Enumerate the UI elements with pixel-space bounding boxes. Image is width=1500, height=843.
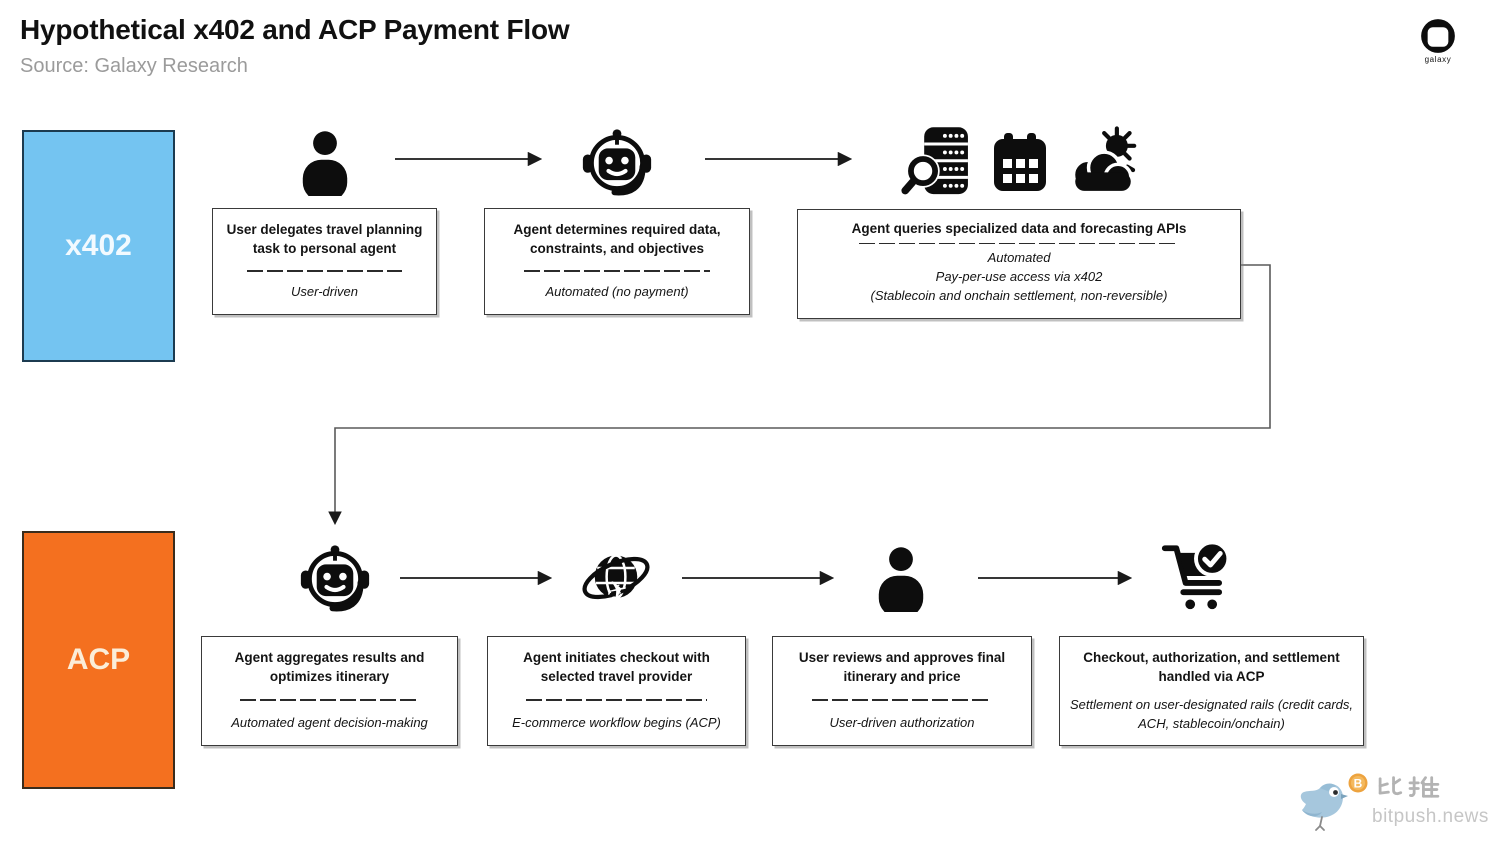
lane-acp (22, 531, 175, 789)
step-note-line: (Stablecoin and onchain settlement, non-reversible) (870, 288, 1168, 304)
galaxy-helmet-icon (1414, 18, 1462, 54)
calendar-icon (988, 130, 1052, 198)
bitpush-cn-wordmark (1376, 772, 1442, 804)
step-note-line: Pay-per-use access via x402 (935, 269, 1103, 285)
step-note: User-driven (291, 284, 358, 300)
bitcoin-coin-icon (1349, 774, 1368, 793)
robot-agent-icon (578, 122, 656, 204)
step-title: Agent determines required data, constraints, and objectives (513, 222, 721, 257)
step-box-query-apis (797, 209, 1241, 319)
bitpush-watermark (1296, 770, 1374, 836)
cart-check-icon (1159, 539, 1233, 613)
step-box-delegate (212, 208, 437, 315)
cloud-sun-icon (1066, 126, 1140, 198)
step-title: Agent initiates checkout with selected travel provider (523, 650, 710, 685)
lane-acp-label: ACP (66, 643, 131, 676)
step-divider (526, 699, 706, 701)
robot-agent-icon (296, 538, 374, 620)
step-box-aggregate (201, 636, 458, 746)
step-title: Agent aggregates results and optimizes itinerary (234, 650, 425, 685)
page-title: Hypothetical x402 and ACP Payment Flow (20, 14, 570, 45)
step-note: User-driven authorization (829, 715, 975, 731)
step-divider (812, 699, 993, 701)
step-note: Settlement on user-designated rails (credit cards, ACH, stablecoin/onchain) (1070, 697, 1354, 732)
step-box-settlement (1059, 636, 1364, 746)
database-search-icon (901, 125, 975, 201)
step-title: Agent queries specialized data and forecasting APIs (851, 221, 1187, 236)
step-title: Checkout, authorization, and settlement handled via ACP (1083, 650, 1340, 685)
user-icon (294, 126, 356, 196)
source-caption: Source: Galaxy Research (20, 55, 248, 77)
step-title: User delegates travel planning task to personal agent (226, 222, 423, 257)
step-title: User reviews and approves final itinerary and price (798, 650, 1006, 685)
step-divider (859, 243, 1180, 244)
galaxy-wordmark: galaxy (1424, 55, 1452, 64)
svg-text:B: B (1353, 776, 1363, 791)
step-divider (524, 270, 709, 272)
user-icon (870, 542, 932, 612)
step-note: Automated (no payment) (545, 284, 689, 300)
step-divider (240, 699, 419, 701)
galaxy-logo (1414, 18, 1462, 64)
lane-x402-label: x402 (65, 229, 132, 262)
step-box-user-review (772, 636, 1032, 746)
lane-x402 (22, 130, 175, 362)
step-divider (247, 270, 401, 272)
globe-plane-icon (576, 538, 656, 618)
step-note: Automated agent decision-making (231, 715, 428, 731)
bitpush-domain: bitpush.news (1372, 806, 1489, 827)
step-note: E-commerce workflow begins (ACP) (512, 715, 721, 731)
bird-icon (1301, 784, 1348, 830)
step-box-initiate-checkout (487, 636, 746, 746)
airplane-glyph: ✈ (603, 574, 632, 609)
step-box-determine (484, 208, 750, 315)
step-note-line: Automated (987, 250, 1051, 266)
